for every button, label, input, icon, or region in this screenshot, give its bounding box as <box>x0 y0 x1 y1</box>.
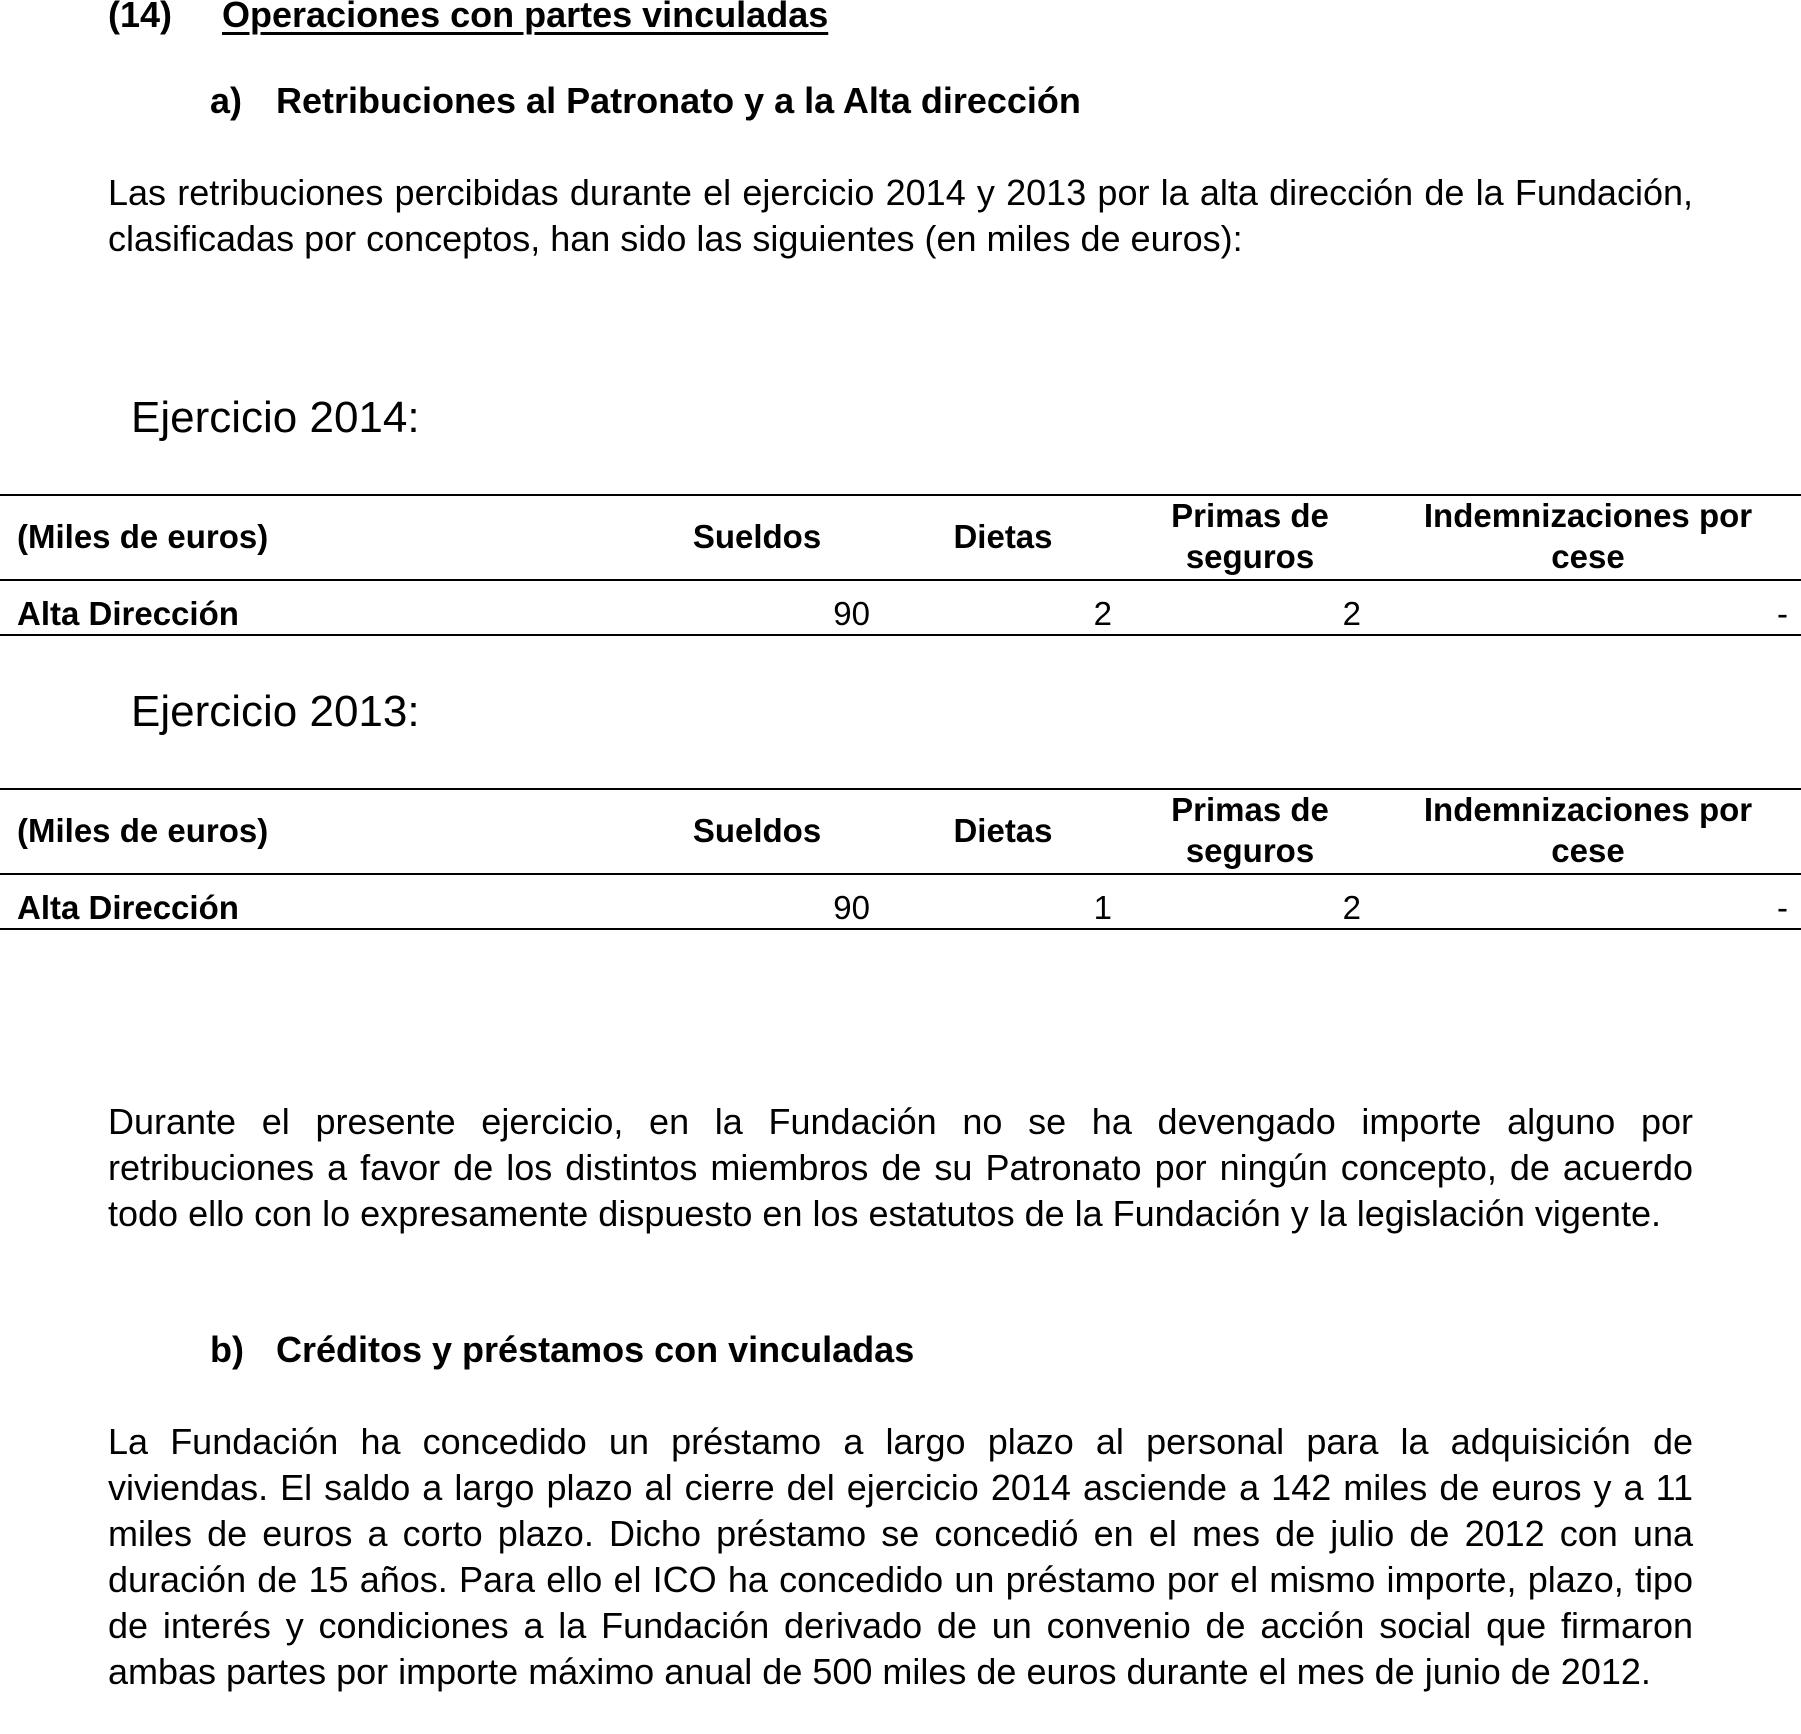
section-title: Operaciones con partes vinculadas <box>222 0 829 35</box>
cell-sueldos: 90 <box>833 595 870 632</box>
cell-indemnizaciones: - <box>1777 889 1788 926</box>
cell-dietas: 1 <box>1093 889 1112 926</box>
col-header-indemnizaciones: Indemnizaciones por cese <box>1423 497 1753 575</box>
cell-dietas: 2 <box>1093 595 1112 632</box>
table-header-rule <box>0 579 1801 581</box>
intro-paragraph: Las retribuciones percibidas durante el ejercicio 2014 y 2013 por la alta dirección de la Fundación, clasificadas por conceptos, han sido las siguientes (en miles de euros): <box>108 172 1693 259</box>
subsection-b-title: Créditos y préstamos con vinculadas <box>276 1329 915 1370</box>
loans-paragraph: La Fundación ha concedido un préstamo a largo plazo al personal para la adquisición de viviendas. El saldo a largo plazo al cierre del ejercicio 2014 asciende a 142 miles de euros y a 11 miles de euros a corto plazo. Dicho préstamo se concedió en el mes de julio de 2012 con una duración de 15 años. Para ello el ICO ha concedido un préstamo por el mismo importe, plazo, tipo de interés y condiciones a la Fundación derivado de un convenio de acción social que firmaron ambas partes por importe máximo anual de 500 miles de euros durante el mes de junio de 2012. <box>108 1421 1693 1692</box>
col-header-primas: Primas de seguros <box>1171 497 1329 575</box>
col-header-concept: (Miles de euros) <box>17 812 269 849</box>
cell-sueldos: 90 <box>833 889 870 926</box>
col-header-sueldos: Sueldos <box>692 812 822 849</box>
cell-indemnizaciones: - <box>1777 595 1788 632</box>
col-header-indemnizaciones: Indemnizaciones por cese <box>1423 791 1753 869</box>
subsection-b-heading <box>210 1329 914 1371</box>
table-bottom-rule <box>0 928 1801 930</box>
subsection-b-label: b) <box>210 1329 244 1370</box>
patronato-paragraph: Durante el presente ejercicio, en la Fundación no se ha devengado importe alguno por retribuciones a favor de los distintos miembros de su Patronato por ningún concepto, de acuerdo todo ello con lo expresamente dispuesto en los estatutos de la Fundación y la legislación vigente. <box>108 1101 1693 1234</box>
row-label-alta-direccion: Alta Dirección <box>17 595 239 632</box>
subsection-a-title: Retribuciones al Patronato y a la Alta dirección <box>276 80 1081 121</box>
subsection-a-heading <box>210 80 1081 122</box>
cell-primas: 2 <box>1342 889 1361 926</box>
section-heading <box>108 0 828 36</box>
table-2013-caption: Ejercicio 2013: <box>131 687 420 736</box>
col-header-primas: Primas de seguros <box>1171 791 1329 869</box>
subsection-a-label: a) <box>210 80 243 121</box>
col-header-sueldos: Sueldos <box>692 518 822 555</box>
col-header-dietas: Dietas <box>953 518 1053 555</box>
cell-primas: 2 <box>1342 595 1361 632</box>
table-bottom-rule <box>0 634 1801 636</box>
col-header-dietas: Dietas <box>953 812 1053 849</box>
section-number: (14) <box>108 0 173 35</box>
col-header-concept: (Miles de euros) <box>17 518 269 555</box>
row-label-alta-direccion: Alta Dirección <box>17 889 239 926</box>
table-2014-caption: Ejercicio 2014: <box>131 393 420 442</box>
table-header-rule <box>0 873 1801 875</box>
